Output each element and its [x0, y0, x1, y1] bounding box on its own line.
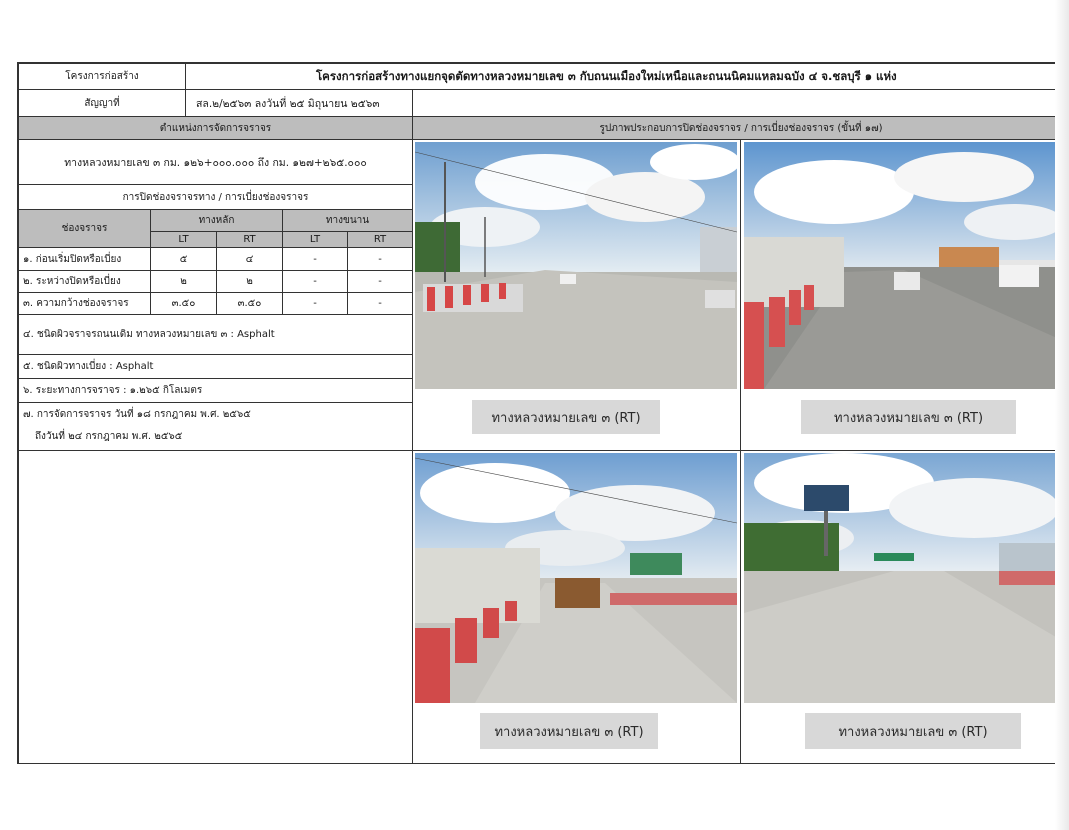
surface-old: ๔. ชนิดผิวจราจรถนนเดิม ทางหลวงหมายเลข ๓ : Asphalt [23, 329, 275, 340]
col-lane-header: ช่องจราจร [19, 210, 150, 247]
lane-row-frontage-lt: - [313, 253, 317, 265]
lane-row-main-lt: ๓.๕๐ [171, 298, 196, 309]
project-name: โครงการก่อสร้างทางแยกจุดตัดทางหลวงหมายเลข ๓ กับถนนเมืองใหม่เหนือและถนนนิคมแหลมฉบัง ๔ จ.ชลบุรี ๑ แห่ง [316, 68, 897, 83]
divider [17, 402, 413, 403]
road-photo-3 [415, 453, 737, 703]
road-photo-2 [744, 142, 1066, 389]
lane-row-main-rt: ๔ [245, 253, 254, 265]
lanes-section-title: การปิดช่องจราจรทาง / การเบี่ยงช่องจราจร [122, 191, 309, 203]
main-rt-header: RT [217, 232, 282, 247]
road-photo-4-image [744, 453, 1066, 703]
contract-value: สล.๒/๒๕๖๓ ลงวันที่ ๒๕ มิถุนายน ๒๕๖๓ [196, 97, 380, 110]
col-frontage-header: ทางขนาน [283, 210, 412, 231]
location-value: ทางหลวงหมายเลข ๓ กม. ๑๒๖+๐๐๐.๐๐๐ ถึง กม. ๑๒๗+๒๖๕.๐๐๐ [64, 156, 367, 169]
location-section-title: ตำแหน่งการจัดการจราจร [19, 117, 412, 139]
lane-row-frontage-rt: - [378, 276, 382, 287]
divider [412, 89, 413, 764]
lane-row-frontage-lt: - [313, 298, 317, 309]
lane-row-main-lt: ๒ [180, 276, 187, 287]
lane-row-frontage-lt: - [313, 276, 317, 287]
road-photo-1-image [415, 142, 737, 389]
schedule-line-2: ถึงวันที่ ๒๔ กรกฎาคม พ.ศ. ๒๕๖๕ [35, 430, 183, 442]
road-photo-2-image [744, 142, 1066, 389]
border-bottom [17, 763, 1069, 764]
lane-row-frontage-rt: - [378, 253, 382, 265]
lane-row-label: ๒. ระหว่างปิดหรือเบี่ยง [23, 276, 121, 287]
road-photo-4 [744, 453, 1066, 703]
photo-caption: ทางหลวงหมายเลข ๓ (RT) [472, 400, 660, 434]
surface-detour: ๕. ชนิดผิวทางเบี่ยง : Asphalt [23, 361, 154, 372]
contract-label: สัญญาที่ [84, 97, 120, 109]
distance: ๖. ระยะทางการจราจร : ๑.๒๖๕ กิโลเมตร [23, 385, 203, 396]
divider [17, 450, 1069, 451]
lane-row-main-rt: ๓.๕๐ [237, 298, 262, 309]
divider [740, 139, 741, 764]
photos-section-title: รูปภาพประกอบการปิดช่องจราจร / การเบี่ยงช่องจราจร (ขั้นที่ ๑๗) [413, 117, 1069, 139]
scan-edge [1055, 0, 1069, 830]
lane-row-frontage-rt: - [378, 298, 382, 309]
lane-row-main-rt: ๒ [246, 276, 253, 287]
frontage-lt-header: LT [283, 232, 347, 247]
frontage-rt-header: RT [348, 232, 412, 247]
photo-caption: ทางหลวงหมายเลข ๓ (RT) [801, 400, 1016, 434]
schedule-line-1: ๗. การจัดการจราจร วันที่ ๑๘ กรกฎาคม พ.ศ. ๒๕๖๕ [23, 408, 251, 420]
photo-caption: ทางหลวงหมายเลข ๓ (RT) [480, 713, 658, 749]
road-photo-3-image [415, 453, 737, 703]
main-lt-header: LT [151, 232, 216, 247]
col-main-header: ทางหลัก [151, 210, 282, 231]
lane-row-label: ๑. ก่อนเริ่มปิดหรือเบี่ยง [23, 253, 122, 265]
lane-row-main-lt: ๕ [179, 253, 188, 265]
photo-caption: ทางหลวงหมายเลข ๓ (RT) [805, 713, 1021, 749]
road-photo-1 [415, 142, 737, 389]
lane-row-label: ๓. ความกว้างช่องจราจร [23, 298, 129, 309]
project-label: โครงการก่อสร้าง [65, 71, 139, 82]
